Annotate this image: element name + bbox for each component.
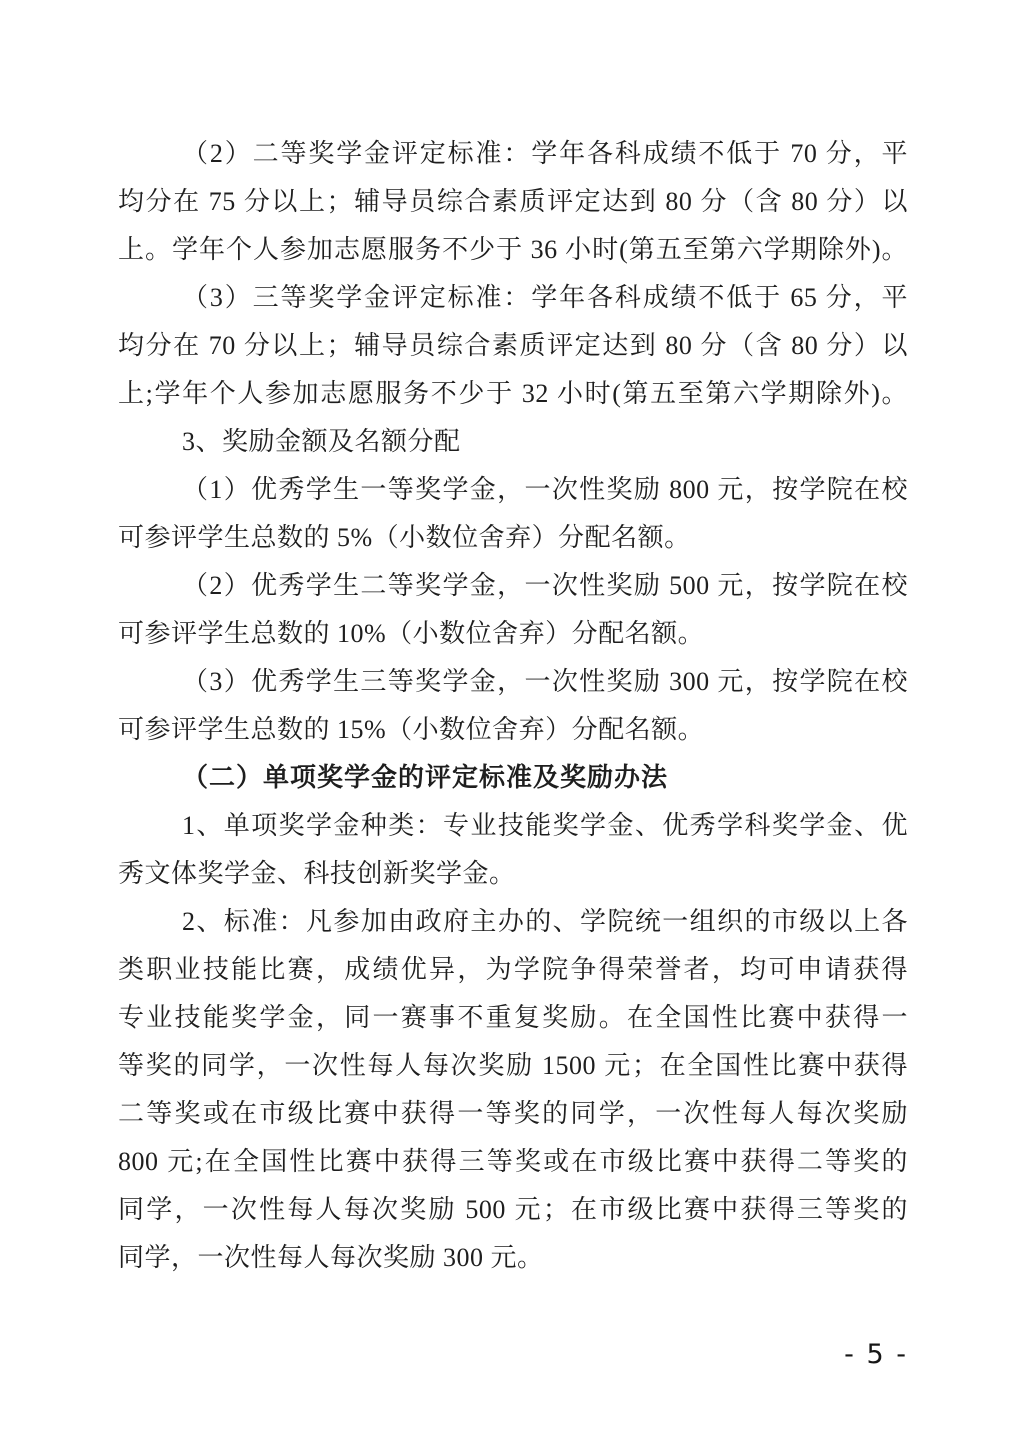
document-line: 可参评学生总数的 5%（小数位舍弃）分配名额。: [118, 523, 691, 552]
para-third-class-scholarship-criteria: [118, 274, 908, 418]
document-line: （3）优秀学生三等奖学金，一次性奖励 300 元，按学院在校: [182, 667, 908, 696]
document-line: 等奖的同学，一次性每人每次奖励 1500 元；在全国性比赛中获得: [118, 1051, 908, 1080]
document-line: （2）优秀学生二等奖学金，一次性奖励 500 元，按学院在校: [182, 571, 908, 600]
document-line: 同学，一次性每人每次奖励 500 元；在市级比赛中获得三等奖的: [118, 1195, 908, 1224]
para-second-class-scholarship-criteria: [118, 130, 908, 274]
document-line: 均分在 70 分以上；辅导员综合素质评定达到 80 分（含 80 分）以: [118, 331, 908, 360]
document-body: [118, 130, 908, 1282]
document-line: （3）三等奖学金评定标准：学年各科成绩不低于 65 分，平: [182, 283, 908, 312]
page-number: - 5 -: [844, 1339, 908, 1370]
document-line: 2、标准：凡参加由政府主办的、学院统一组织的市级以上各: [182, 907, 908, 936]
para-first-class-award-amount: [118, 466, 908, 562]
para-individual-scholarship-standard: [118, 898, 908, 1282]
document-line: 均分在 75 分以上；辅导员综合素质评定达到 80 分（含 80 分）以: [118, 187, 908, 216]
document-line: 1、单项奖学金种类：专业技能奖学金、优秀学科奖学金、优: [182, 811, 908, 840]
document-line: 可参评学生总数的 10%（小数位舍弃）分配名额。: [118, 619, 705, 648]
document-line: 800 元;在全国性比赛中获得三等奖或在市级比赛中获得二等奖的: [118, 1147, 908, 1176]
para-second-class-award-amount: [118, 562, 908, 658]
document-line: 可参评学生总数的 15%（小数位舍弃）分配名额。: [118, 715, 705, 744]
para-individual-scholarship-types: [118, 802, 908, 898]
document-line: （1）优秀学生一等奖学金，一次性奖励 800 元，按学院在校: [182, 475, 908, 504]
heading-individual-scholarship-section: [118, 754, 908, 802]
document-line: 二等奖或在市级比赛中获得一等奖的同学，一次性每人每次奖励: [118, 1099, 908, 1128]
document-line: （2）二等奖学金评定标准：学年各科成绩不低于 70 分，平: [182, 139, 908, 168]
document-line: 秀文体奖学金、科技创新奖学金。: [118, 859, 516, 888]
document-line: 专业技能奖学金，同一赛事不重复奖励。在全国性比赛中获得一: [118, 1003, 908, 1032]
document-line: 上;学年个人参加志愿服务不少于 32 小时(第五至第六学期除外)。: [118, 379, 908, 408]
para-third-class-award-amount: [118, 658, 908, 754]
document-line: （二）单项奖学金的评定标准及奖励办法: [182, 763, 669, 792]
heading-award-amount-and-quota-allocation: [118, 418, 908, 466]
document-line: 类职业技能比赛，成绩优异，为学院争得荣誉者，均可申请获得: [118, 955, 908, 984]
document-line: 上。学年个人参加志愿服务不少于 36 小时(第五至第六学期除外)。: [118, 235, 908, 264]
document-line: 同学，一次性每人每次奖励 300 元。: [118, 1243, 544, 1272]
document-line: 3、奖励金额及名额分配: [182, 427, 461, 456]
